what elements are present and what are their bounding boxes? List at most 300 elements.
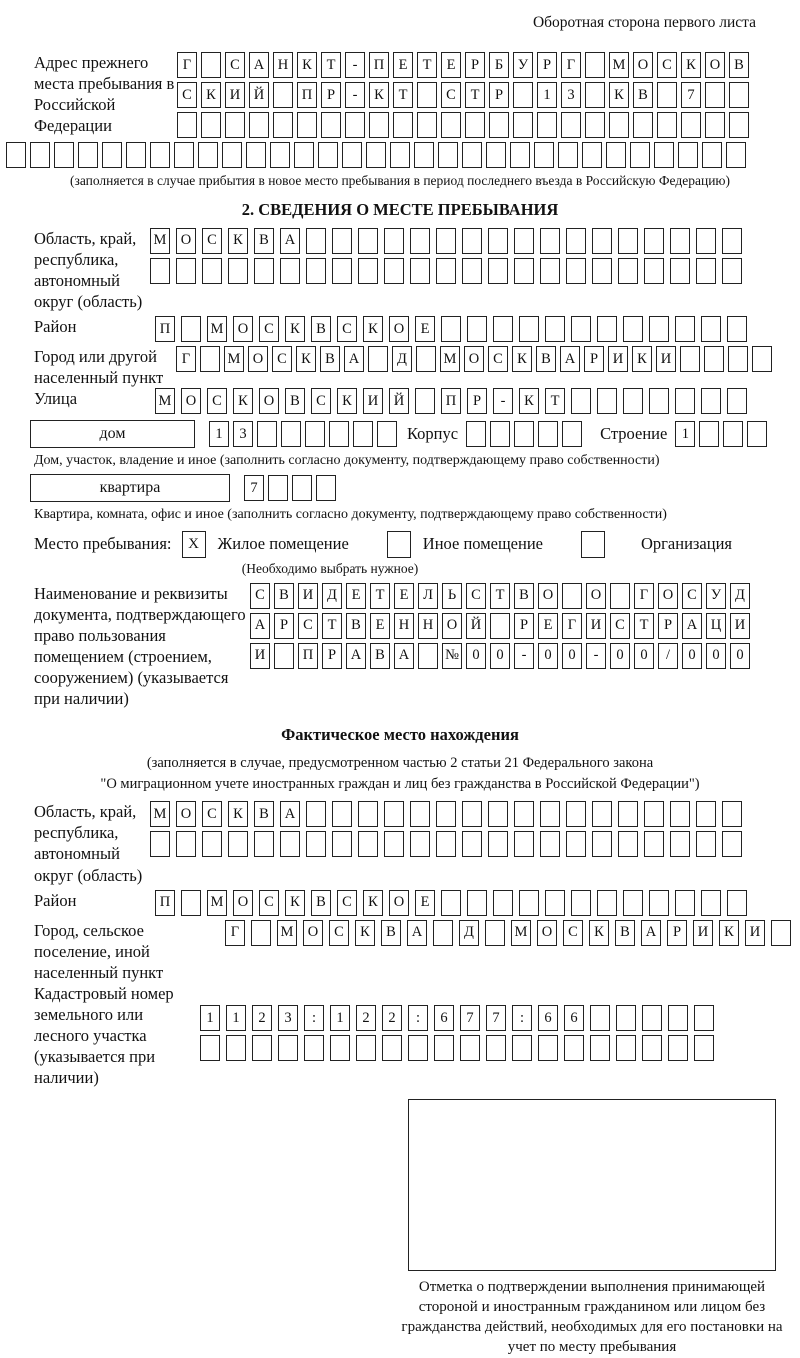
char-cell (729, 82, 749, 108)
apartment-note: Квартира, комната, офис и иное (заполнить согласно документу, подтверждающему право собственности) (34, 507, 667, 523)
checkbox-zhiloe (182, 531, 206, 558)
char-cell (771, 920, 791, 946)
char-cell: Е (393, 52, 413, 78)
char-cell: М (150, 228, 170, 254)
char-cell (436, 258, 456, 284)
char-cell (377, 421, 397, 447)
char-cell: О (464, 346, 484, 372)
char-cell: О (537, 920, 557, 946)
char-cell: И (730, 613, 750, 639)
char-cell: Г (634, 583, 654, 609)
char-cell: М (609, 52, 629, 78)
char-cell (657, 112, 677, 138)
char-cell (747, 421, 767, 447)
char-cell (642, 1035, 662, 1061)
fact-gorod-block (0, 920, 800, 983)
char-cell (488, 228, 508, 254)
checkbox-inoe (387, 531, 411, 558)
char-cell: А (394, 643, 414, 669)
char-cell (294, 142, 314, 168)
char-cell (332, 831, 352, 857)
char-cell (705, 112, 725, 138)
char-row (150, 831, 748, 857)
char-cell (493, 316, 513, 342)
char-cell (316, 475, 336, 501)
char-cell (723, 421, 743, 447)
char-cell (727, 890, 747, 916)
char-cell (465, 112, 485, 138)
char-cell (696, 801, 716, 827)
char-cell (438, 142, 458, 168)
char-cell: К (285, 316, 305, 342)
char-cell: О (658, 583, 678, 609)
char-cell (540, 831, 560, 857)
char-cell (514, 421, 534, 447)
char-cell (306, 258, 326, 284)
s2-rayon-block (0, 316, 800, 346)
char-cell: О (176, 801, 196, 827)
char-cell (358, 801, 378, 827)
char-cell: А (346, 643, 366, 669)
char-cell (467, 890, 487, 916)
char-cell: 2 (356, 1005, 376, 1031)
char-cell (126, 142, 146, 168)
char-cell (176, 831, 196, 857)
char-cell (222, 142, 242, 168)
char-cell (510, 142, 530, 168)
char-cell: Г (176, 346, 196, 372)
char-cell: Р (465, 52, 485, 78)
char-cell: С (563, 920, 583, 946)
char-cell: А (280, 801, 300, 827)
char-cell: К (228, 801, 248, 827)
char-cell (597, 890, 617, 916)
char-cell: 7 (486, 1005, 506, 1031)
char-cell: Р (667, 920, 687, 946)
char-cell: Т (370, 583, 390, 609)
section2-title: 2. СВЕДЕНИЯ О МЕСТЕ ПРЕБЫВАНИЯ (241, 199, 559, 219)
prev-address-label: Адрес прежнего места пребывания в Российской Федерации (34, 53, 175, 136)
char-cell (564, 1035, 584, 1061)
char-cell: К (296, 346, 316, 372)
char-cell (490, 421, 510, 447)
option-label-organizatsiya: Организация (641, 534, 733, 554)
char-cell (330, 1035, 350, 1061)
char-cell (514, 258, 534, 284)
char-cell (329, 421, 349, 447)
char-cell: В (729, 52, 749, 78)
char-row-full-width (0, 142, 800, 168)
char-cell (678, 142, 698, 168)
char-cell: В (320, 346, 340, 372)
fact-oblast-block (0, 801, 800, 885)
char-cell: С (466, 583, 486, 609)
char-cell (257, 421, 277, 447)
char-cell: У (513, 52, 533, 78)
char-cell: М (207, 890, 227, 916)
char-cell (668, 1005, 688, 1031)
char-cell: 0 (562, 643, 582, 669)
char-row (150, 801, 748, 827)
char-cell (571, 316, 591, 342)
char-cell (270, 142, 290, 168)
char-cell (268, 475, 288, 501)
char-cell: Д (322, 583, 342, 609)
char-cell (566, 831, 586, 857)
char-cell: Т (634, 613, 654, 639)
stay-type-row (0, 531, 800, 558)
char-cell: С (610, 613, 630, 639)
char-cell: Н (394, 613, 414, 639)
document-label: Наименование и реквизиты документа, подтверждающего право пользования помещением (строением, сооружением) (указывается при наличии) (34, 583, 246, 709)
char-cell (727, 388, 747, 414)
char-cell (177, 112, 197, 138)
stroenie-label: Строение (600, 424, 668, 444)
char-cell: Г (562, 613, 582, 639)
char-cell (545, 890, 565, 916)
char-cell (585, 52, 605, 78)
char-cell: В (285, 388, 305, 414)
document-block (0, 583, 800, 710)
char-cell: Г (177, 52, 197, 78)
char-cell: Е (370, 613, 390, 639)
char-cell (417, 82, 437, 108)
char-cell: А (344, 346, 364, 372)
char-cell: О (538, 583, 558, 609)
char-cell (304, 1035, 324, 1061)
char-cell: Т (465, 82, 485, 108)
char-cell (225, 112, 245, 138)
char-cell (390, 142, 410, 168)
char-cell (150, 142, 170, 168)
char-cell (519, 890, 539, 916)
char-cell: Ц (706, 613, 726, 639)
char-cell (558, 142, 578, 168)
char-cell: Р (322, 643, 342, 669)
char-cell (610, 583, 630, 609)
char-cell: X (182, 531, 206, 558)
char-cell (728, 346, 748, 372)
char-cell: 2 (382, 1005, 402, 1031)
char-row (209, 421, 401, 447)
char-cell (410, 801, 430, 827)
char-cell (281, 421, 301, 447)
char-cell: К (297, 52, 317, 78)
char-row (200, 1035, 720, 1061)
char-cell: О (248, 346, 268, 372)
char-cell (704, 346, 724, 372)
s2-gorod-label: Город или другой населенный пункт (34, 346, 164, 388)
fact-kadastr-label: Кадастровый номер земельного или лесного участка (указывается при наличии) (34, 984, 174, 1088)
char-cell: С (337, 316, 357, 342)
char-cell (592, 228, 612, 254)
char-cell (644, 831, 664, 857)
char-cell: А (280, 228, 300, 254)
char-cell: 7 (460, 1005, 480, 1031)
char-cell: Т (490, 583, 510, 609)
char-cell (174, 142, 194, 168)
stamp-caption: Отметка о подтверждении выполнения принимающей стороной и иностранным гражданином или лицом без гражданства действий, необходимых для его постановки на учет по месту пребывания (401, 1278, 783, 1356)
char-cell: 3 (233, 421, 253, 447)
char-cell: К (201, 82, 221, 108)
char-cell: 7 (244, 475, 264, 501)
char-cell (701, 388, 721, 414)
char-cell: Р (489, 82, 509, 108)
char-cell (462, 228, 482, 254)
char-cell (416, 346, 436, 372)
char-cell: - (345, 52, 365, 78)
char-cell (545, 316, 565, 342)
char-cell: П (155, 890, 175, 916)
char-cell (597, 388, 617, 414)
char-cell: В (274, 583, 294, 609)
house-note: Дом, участок, владение и иное (заполнить согласно документу, подтверждающему право собственности) (34, 453, 660, 469)
char-cell: В (633, 82, 653, 108)
char-cell: Ь (442, 583, 462, 609)
char-cell (644, 801, 664, 827)
char-cell (150, 258, 170, 284)
char-cell: 7 (681, 82, 701, 108)
char-cell (538, 421, 558, 447)
char-cell: В (311, 316, 331, 342)
char-cell (493, 890, 513, 916)
char-cell: О (633, 52, 653, 78)
char-cell: О (389, 890, 409, 916)
char-cell (592, 831, 612, 857)
char-cell (410, 831, 430, 857)
char-cell (201, 52, 221, 78)
char-cell (297, 112, 317, 138)
fact-kadastr-block (0, 983, 800, 1089)
char-cell (566, 258, 586, 284)
char-cell: Р (321, 82, 341, 108)
char-cell (582, 142, 602, 168)
char-row (250, 583, 754, 609)
char-cell: О (176, 228, 196, 254)
stay-type-label: Место пребывания: (34, 534, 172, 554)
char-cell: 1 (226, 1005, 246, 1031)
char-cell: С (207, 388, 227, 414)
char-cell: 1 (537, 82, 557, 108)
char-cell: М (440, 346, 460, 372)
prev-address-block (0, 52, 800, 142)
char-cell: А (250, 613, 270, 639)
char-cell (585, 112, 605, 138)
char-row (244, 475, 340, 501)
char-cell (441, 316, 461, 342)
char-cell (441, 890, 461, 916)
char-cell: К (632, 346, 652, 372)
char-cell: Е (415, 316, 435, 342)
fact-note-line1: (заполняется в случае, предусмотренном частью 2 статьи 21 Федерального закона (146, 755, 654, 772)
char-cell (514, 228, 534, 254)
char-cell: Р (658, 613, 678, 639)
char-cell (512, 1035, 532, 1061)
char-cell (486, 1035, 506, 1061)
char-row (155, 890, 753, 916)
char-cell: В (254, 228, 274, 254)
char-row (675, 421, 771, 447)
char-cell: С (311, 388, 331, 414)
char-cell (226, 1035, 246, 1061)
char-cell: Й (466, 613, 486, 639)
apartment-row (0, 474, 800, 502)
char-cell (722, 258, 742, 284)
char-cell: О (233, 890, 253, 916)
char-cell: И (693, 920, 713, 946)
char-cell (513, 112, 533, 138)
char-cell (571, 388, 591, 414)
char-cell (561, 112, 581, 138)
fact-note-line2: "О миграционном учете иностранных граждан и лиц без гражданства в Российской Федерации") (100, 776, 700, 793)
char-row (150, 228, 748, 254)
char-cell (642, 1005, 662, 1031)
char-cell (701, 316, 721, 342)
char-cell (273, 112, 293, 138)
char-cell (254, 831, 274, 857)
char-cell (486, 142, 506, 168)
char-cell (462, 142, 482, 168)
char-cell (590, 1005, 610, 1031)
char-cell (369, 112, 389, 138)
char-cell: Д (730, 583, 750, 609)
char-cell: С (202, 228, 222, 254)
char-cell (630, 142, 650, 168)
char-cell (273, 82, 293, 108)
char-cell: 1 (330, 1005, 350, 1031)
char-cell (181, 316, 201, 342)
char-cell (181, 890, 201, 916)
char-cell (657, 82, 677, 108)
char-cell (410, 228, 430, 254)
char-cell (274, 643, 294, 669)
char-cell: К (355, 920, 375, 946)
char-cell (701, 890, 721, 916)
char-cell: 0 (466, 643, 486, 669)
char-cell: В (254, 801, 274, 827)
char-cell: А (407, 920, 427, 946)
char-cell (434, 1035, 454, 1061)
char-cell (228, 831, 248, 857)
char-cell (727, 316, 747, 342)
char-cell: 0 (634, 643, 654, 669)
char-cell (198, 142, 218, 168)
char-cell (562, 583, 582, 609)
char-cell: О (233, 316, 253, 342)
char-cell: М (207, 316, 227, 342)
char-cell: В (536, 346, 556, 372)
char-cell (462, 258, 482, 284)
option-label-inoe: Иное помещение (422, 534, 543, 554)
char-cell: В (346, 613, 366, 639)
char-cell (670, 831, 690, 857)
char-row (177, 52, 753, 78)
char-cell: П (155, 316, 175, 342)
char-cell (597, 316, 617, 342)
char-cell (436, 228, 456, 254)
char-cell: К (369, 82, 389, 108)
char-cell (176, 258, 196, 284)
char-cell (202, 258, 222, 284)
char-cell: Т (322, 613, 342, 639)
house-type-box: дом (30, 420, 195, 448)
char-cell (433, 920, 453, 946)
char-cell (571, 890, 591, 916)
char-cell (513, 82, 533, 108)
char-cell (306, 228, 326, 254)
stamp-area (392, 1099, 792, 1358)
char-row (250, 613, 754, 639)
char-cell (54, 142, 74, 168)
char-cell: Д (459, 920, 479, 946)
stay-type-note: (Необходимо выбрать нужное) (241, 560, 419, 576)
prev-address-rows (177, 52, 753, 142)
char-cell (534, 142, 554, 168)
char-cell: 3 (561, 82, 581, 108)
char-cell: В (514, 583, 534, 609)
char-cell (590, 1035, 610, 1061)
char-cell: А (249, 52, 269, 78)
char-cell: Т (393, 82, 413, 108)
char-cell: Н (273, 52, 293, 78)
char-cell (345, 112, 365, 138)
char-cell: : (408, 1005, 428, 1031)
char-cell (618, 258, 638, 284)
char-cell (436, 831, 456, 857)
document-rows (250, 583, 754, 673)
char-cell: - (345, 82, 365, 108)
char-cell: 0 (610, 643, 630, 669)
char-cell: Р (467, 388, 487, 414)
fact-oblast-rows (150, 801, 748, 861)
char-cell: 0 (706, 643, 726, 669)
char-cell: Т (545, 388, 565, 414)
char-cell: У (706, 583, 726, 609)
char-cell: С (225, 52, 245, 78)
char-cell: С (488, 346, 508, 372)
char-cell: Д (392, 346, 412, 372)
char-cell: Р (274, 613, 294, 639)
char-cell: И (250, 643, 270, 669)
char-cell (585, 82, 605, 108)
char-cell: К (681, 52, 701, 78)
char-cell (618, 801, 638, 827)
char-cell (488, 258, 508, 284)
char-cell: И (608, 346, 628, 372)
char-cell: Р (514, 613, 534, 639)
char-cell (318, 142, 338, 168)
char-cell: 6 (538, 1005, 558, 1031)
char-cell (201, 112, 221, 138)
char-cell: Е (538, 613, 558, 639)
char-cell (654, 142, 674, 168)
char-cell: К (589, 920, 609, 946)
char-cell (150, 831, 170, 857)
char-cell (566, 801, 586, 827)
char-cell: К (363, 890, 383, 916)
char-cell (384, 228, 404, 254)
char-cell (729, 112, 749, 138)
korpus-label: Корпус (407, 424, 459, 444)
char-cell (462, 801, 482, 827)
char-cell: 1 (675, 421, 695, 447)
char-cell (410, 258, 430, 284)
char-cell: И (745, 920, 765, 946)
char-cell: Б (489, 52, 509, 78)
char-cell (702, 142, 722, 168)
char-cell: 0 (730, 643, 750, 669)
char-cell: 0 (682, 643, 702, 669)
